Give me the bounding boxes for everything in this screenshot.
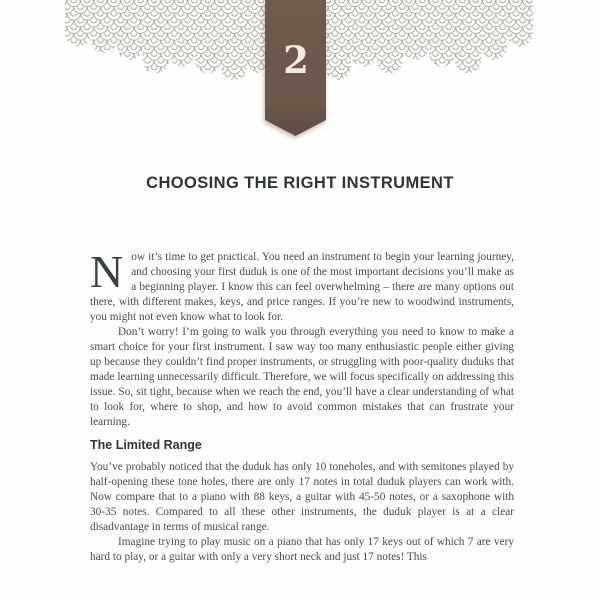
drop-cap: N bbox=[90, 246, 124, 297]
body-text-column bbox=[90, 246, 514, 565]
chapter-number: 2 bbox=[283, 38, 309, 82]
chapter-header bbox=[0, 0, 600, 150]
section-heading: The Limited Range bbox=[90, 438, 202, 452]
intro-paragraph-1 bbox=[90, 246, 514, 325]
section-paragraph-2: Imagine trying to play music on a piano that has only 17 keys out of which 7 are very hard to play, or a guitar with only a very short neck and just 17 notes! This bbox=[90, 536, 514, 563]
section-paragraph-1: You’ve probably noticed that the duduk has only 10 toneholes, and with semitones played by half-opening these tone holes, there are only 17 notes in total duduk players can work with. Now compare that to a piano with 88 keys, a guitar with 45-50 notes, or a saxophone with 30-35 notes. Compared to all these other instruments, the duduk player is at a clear disadvantage in terms of musical range. bbox=[90, 461, 514, 533]
intro-paragraph-2: Don’t worry! I’m going to walk you through everything you need to know to make a smart choice for your first instrument. I saw way too many enthusiastic people either giving up because they couldn’t find proper instruments, or struggling with poor-quality duduks that made learning unnecessarily difficult. Therefore, we will focus specifically on addressing this issue. So, sit tight, because when we reach the end, you’ll have a clear understanding of what to look for, where to shop, and how to avoid common mistakes that can frustrate your learning. bbox=[90, 326, 514, 428]
intro-paragraph-1-text: ow it’s time to get practical. You need an instrument to begin your learning journey, and choosing your first duduk is one of the most important decisions you’ll make as a beginning player. I know this can feel overwhelming – there are many options out there, with different makes, keys, and price ranges. If you’re new to woodwind instruments, you might not even know what to look for. bbox=[90, 251, 514, 323]
chapter-title: CHOOSING THE RIGHT INSTRUMENT bbox=[146, 174, 454, 192]
